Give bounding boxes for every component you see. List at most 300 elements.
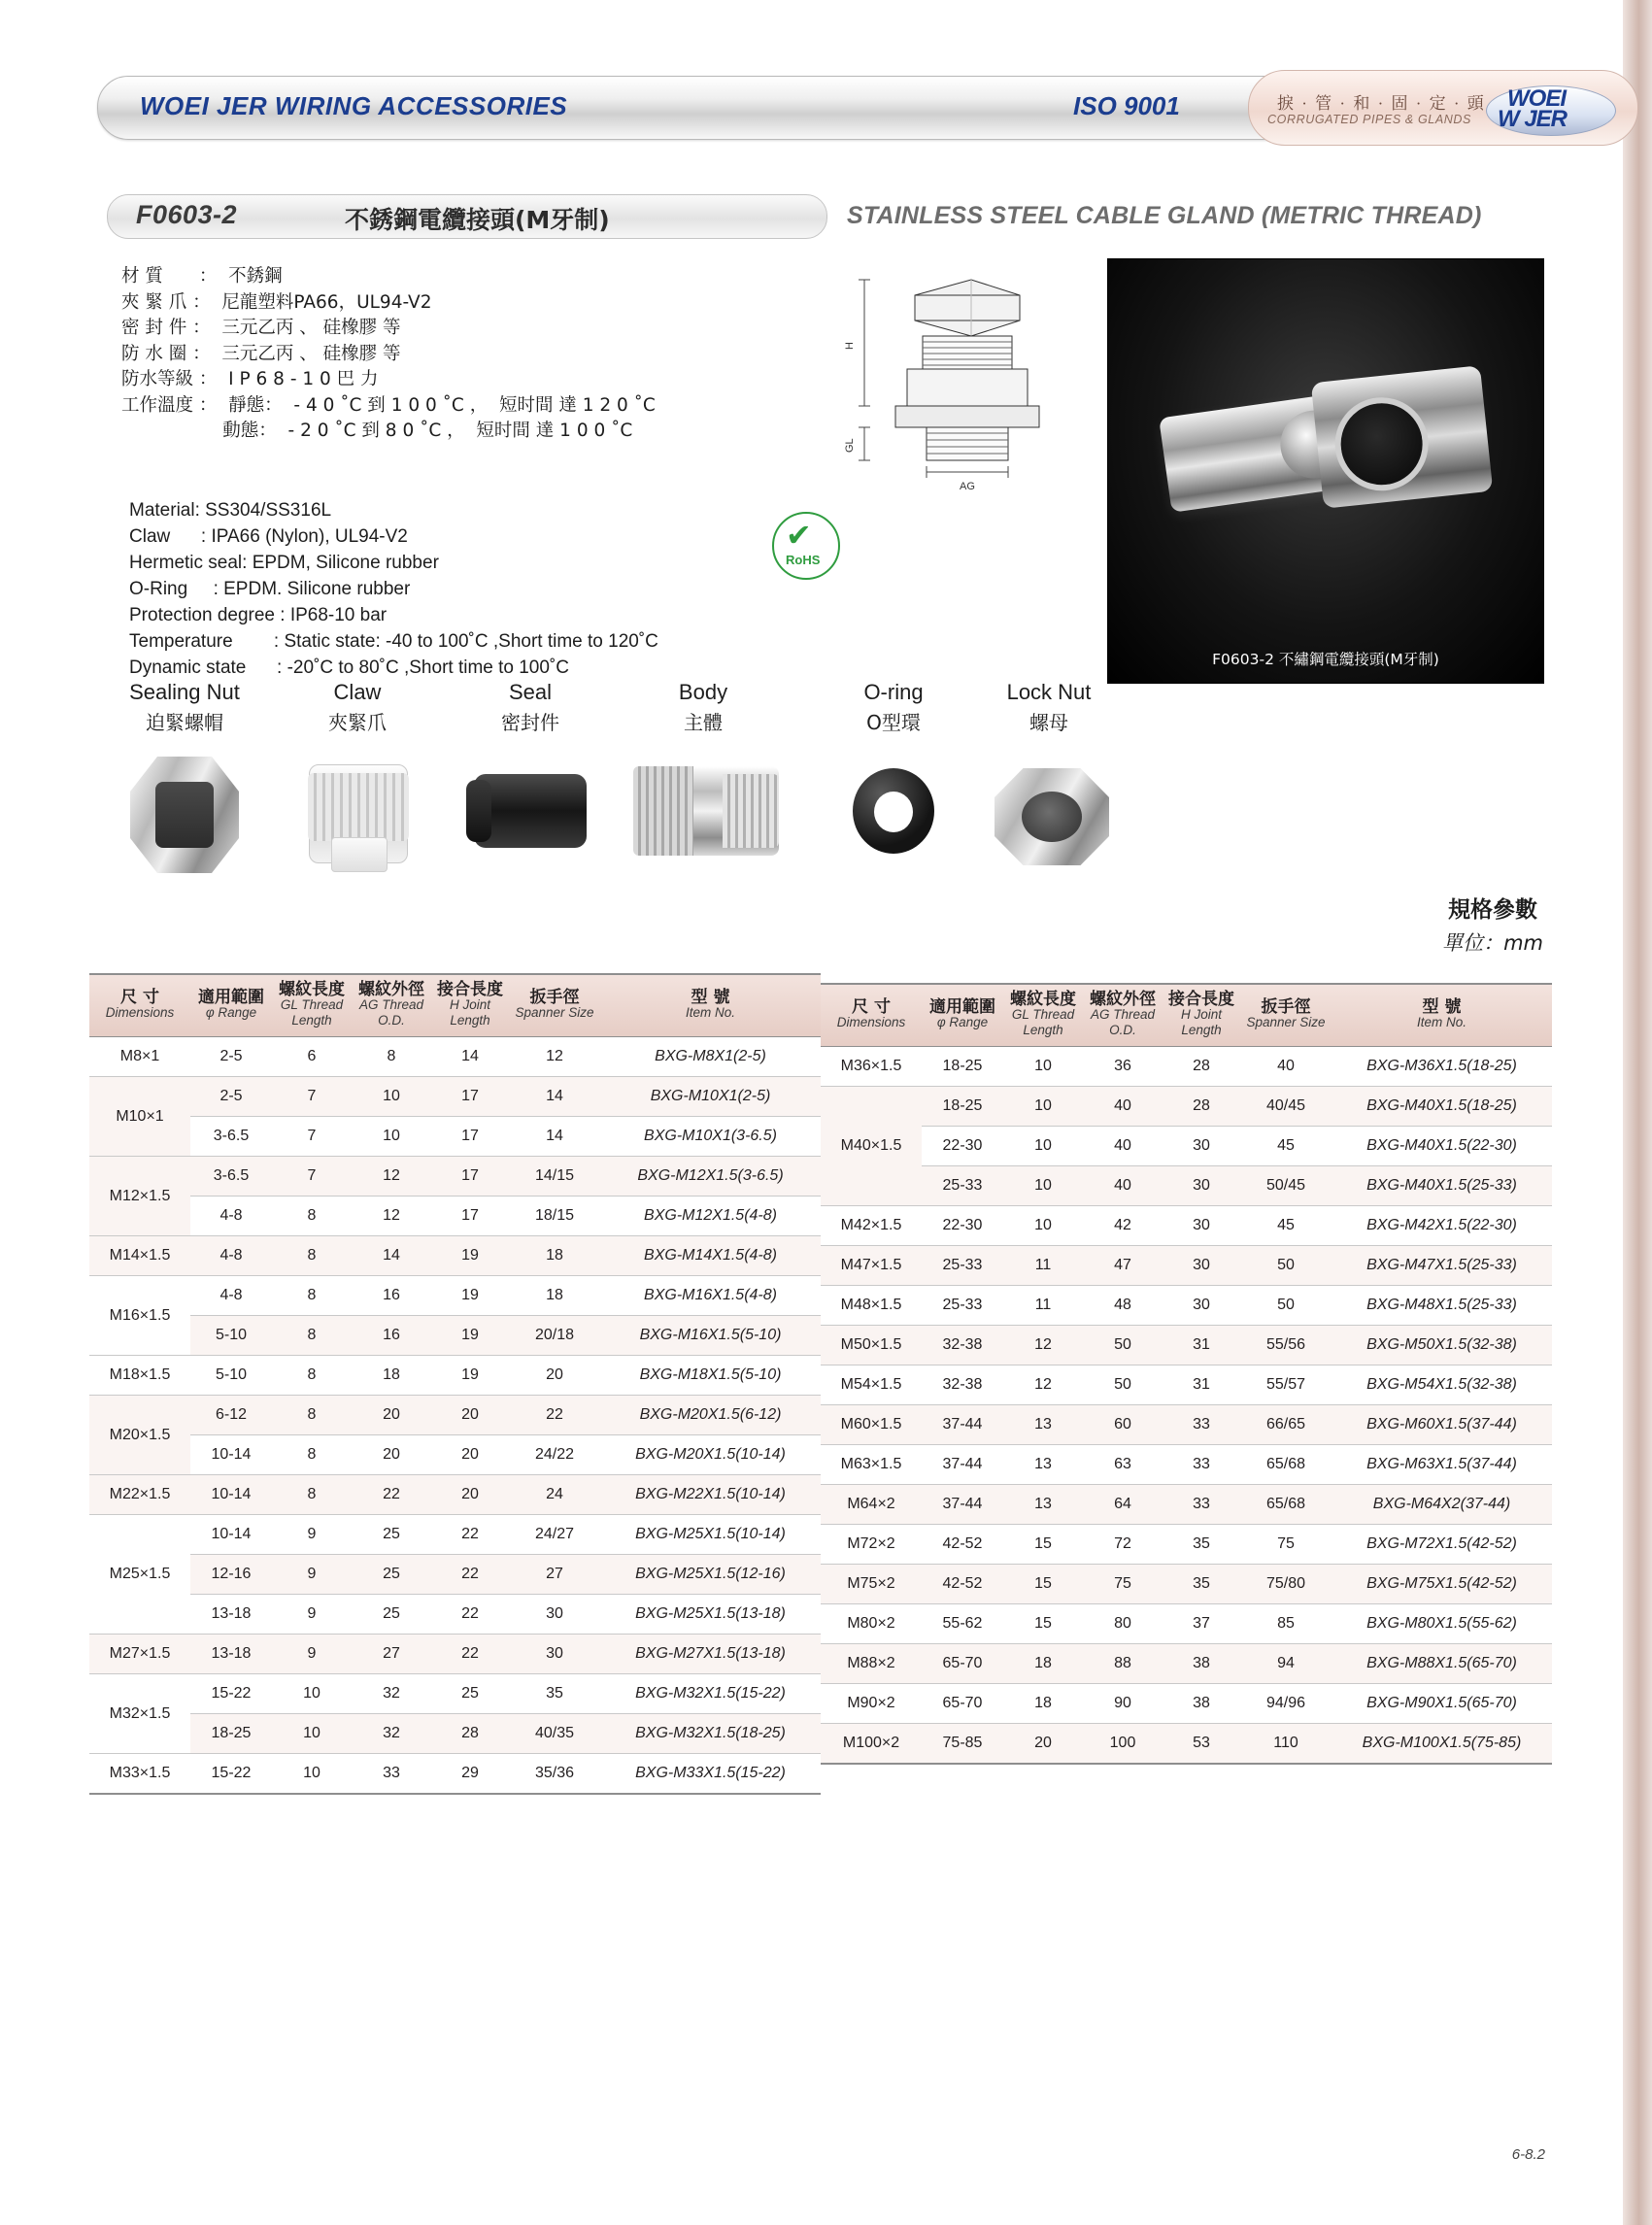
cell-ag: 40 [1083,1166,1163,1206]
drawing-label-gl: GL [844,438,856,453]
cell-item-no: BXG-M88X1.5(65-70) [1332,1644,1552,1684]
cell-ag: 25 [352,1595,431,1635]
drawing-label-h: H [844,342,856,350]
cell-h: 31 [1163,1365,1240,1405]
column-header-cn: 螺紋長度 [1010,990,1076,1009]
cell-gl: 8 [272,1475,352,1515]
cell-h: 17 [431,1117,509,1157]
cell-h: 30 [1163,1166,1240,1206]
table-row [821,1166,1552,1206]
technical-drawing [826,260,1107,552]
column-header-en: H Joint Length [449,997,491,1028]
cell-range: 13-18 [190,1595,272,1635]
drawing-svg [826,260,1107,552]
cell-dimension: M50×1.5 [821,1326,922,1365]
cell-gl: 9 [272,1515,352,1555]
cell-h: 30 [1163,1127,1240,1166]
cell-range: 25-33 [922,1166,1003,1206]
cell-item-no: BXG-M12X1.5(4-8) [600,1197,821,1236]
spec-cn-line: 防 水 圈 ： 三元乙丙 、 硅橡膠 等 [121,343,401,364]
cell-gl: 8 [272,1435,352,1475]
cell-spanner: 75/80 [1240,1565,1332,1604]
cell-ag: 12 [352,1197,431,1236]
table-row [89,1555,821,1595]
logo-chinese-tagline: 捩 · 管 · 和 · 固 · 定 · 頭 [1277,94,1486,113]
table-row [821,1525,1552,1565]
table-row [89,1197,821,1236]
spec-en-line: O-Ring : EPDM. Silicone rubber [129,579,411,599]
column-header-1 [922,984,1003,1047]
cell-gl: 18 [1003,1644,1083,1684]
cell-gl: 11 [1003,1286,1083,1326]
cell-ag: 60 [1083,1405,1163,1445]
cell-h: 53 [1163,1724,1240,1765]
cell-ag: 20 [352,1435,431,1475]
page-number: 6-8.2 [1511,2146,1545,2163]
cell-gl: 10 [272,1714,352,1754]
cell-item-no: BXG-M16X1.5(4-8) [600,1276,821,1316]
part-label-cn: 螺母 [1029,711,1068,734]
table-row [89,1714,821,1754]
cell-range: 5-10 [190,1316,272,1356]
cell-dimension: M33×1.5 [89,1754,190,1795]
cell-dimension: M63×1.5 [821,1445,922,1485]
part-label-en: Sealing Nut [129,680,240,704]
cell-gl: 8 [272,1396,352,1435]
cell-range: 18-25 [190,1714,272,1754]
cell-item-no: BXG-M32X1.5(15-22) [600,1674,821,1714]
column-header-en: GL Thread Length [280,997,344,1028]
cell-h: 28 [1163,1087,1240,1127]
cell-item-no: BXG-M42X1.5(22-30) [1332,1206,1552,1246]
cell-dimension: M16×1.5 [89,1276,190,1356]
spec-tables [89,973,1556,1795]
cell-ag: 18 [352,1356,431,1396]
cell-gl: 15 [1003,1525,1083,1565]
table-row [821,1724,1552,1765]
cell-range: 15-22 [190,1754,272,1795]
column-header-2 [272,974,352,1037]
cell-ag: 63 [1083,1445,1163,1485]
cell-gl: 6 [272,1037,352,1077]
cell-h: 33 [1163,1405,1240,1445]
product-title-row [107,194,1544,241]
cell-item-no: BXG-M10X1(3-6.5) [600,1117,821,1157]
table-row [89,1117,821,1157]
cell-spanner: 65/68 [1240,1445,1332,1485]
column-header-cn: 適用範圍 [929,997,995,1017]
cell-item-no: BXG-M25X1.5(13-18) [600,1595,821,1635]
cell-h: 38 [1163,1684,1240,1724]
cell-item-no: BXG-M25X1.5(10-14) [600,1515,821,1555]
column-header-cn: 型 號 [1422,997,1462,1017]
part-label-cn: 密封件 [501,711,559,734]
cell-spanner: 24/27 [509,1515,600,1555]
cell-item-no: BXG-M40X1.5(18-25) [1332,1087,1552,1127]
cell-h: 35 [1163,1565,1240,1604]
cell-ag: 47 [1083,1246,1163,1286]
cell-h: 22 [431,1635,509,1674]
part-label-cn: 迫緊螺帽 [146,711,223,734]
cell-item-no: BXG-M60X1.5(37-44) [1332,1405,1552,1445]
cell-h: 19 [431,1316,509,1356]
cell-spanner: 18 [509,1276,600,1316]
cell-dimension: M75×2 [821,1565,922,1604]
table-row [89,1595,821,1635]
column-header-cn: 螺紋外徑 [1090,990,1156,1009]
cell-range: 4-8 [190,1236,272,1276]
cell-ag: 100 [1083,1724,1163,1765]
table-row [89,1356,821,1396]
column-header-cn: 適用範圍 [198,988,264,1007]
cell-spanner: 40 [1240,1047,1332,1087]
cell-h: 20 [431,1475,509,1515]
part-label-en: O-ring [863,680,924,704]
check-icon: ✔ [786,518,812,553]
table-row [821,1365,1552,1405]
table-row [821,1246,1552,1286]
cell-spanner: 94/96 [1240,1684,1332,1724]
cell-spanner: 14 [509,1077,600,1117]
cell-ag: 90 [1083,1684,1163,1724]
column-header-en: H Joint Length [1180,1007,1223,1037]
cell-range: 18-25 [922,1047,1003,1087]
cell-h: 22 [431,1555,509,1595]
cell-spanner: 50/45 [1240,1166,1332,1206]
cell-spanner: 75 [1240,1525,1332,1565]
cell-spanner: 20 [509,1356,600,1396]
cell-h: 33 [1163,1485,1240,1525]
cell-range: 12-16 [190,1555,272,1595]
cell-h: 29 [431,1754,509,1795]
cell-spanner: 94 [1240,1644,1332,1684]
column-header-en: Dimensions [836,1015,906,1029]
cell-h: 30 [1163,1206,1240,1246]
table-row [89,1674,821,1714]
spec-cn-line: 夾 緊 爪 ： 尼龍塑料PA66，UL94-V2 [121,291,432,313]
column-header-4 [1163,984,1240,1047]
cell-dimension: M64×2 [821,1485,922,1525]
cell-h: 28 [1163,1047,1240,1087]
part-label-en: Seal [508,680,553,704]
cell-dimension: M90×2 [821,1684,922,1724]
photo-caption: F0603-2 不繡鋼電纜接頭(M牙制) [1212,651,1439,668]
part-label-en: Claw [333,680,382,704]
cell-h: 37 [1163,1604,1240,1644]
spec-cn-line: 材 質 ： 不銹鋼 [121,266,283,287]
spec-en-line: Protection degree : IP68-10 bar [129,605,388,625]
part-body [625,680,781,893]
product-photo [1107,258,1544,684]
cell-dimension: M25×1.5 [89,1515,190,1635]
cell-item-no: BXG-M27X1.5(13-18) [600,1635,821,1674]
table-row [89,1037,821,1077]
spec-cn-line: 防水等級 ： I P 6 8 - 1 0 巴 力 [121,369,379,389]
cell-ag: 22 [352,1475,431,1515]
cell-item-no: BXG-M14X1.5(4-8) [600,1236,821,1276]
cell-range: 55-62 [922,1604,1003,1644]
cell-ag: 32 [352,1674,431,1714]
cell-dimension: M36×1.5 [821,1047,922,1087]
cell-range: 25-33 [922,1286,1003,1326]
cell-dimension: M8×1 [89,1037,190,1077]
cell-gl: 18 [1003,1684,1083,1724]
cell-gl: 9 [272,1555,352,1595]
cell-gl: 12 [1003,1326,1083,1365]
cell-gl: 11 [1003,1246,1083,1286]
cell-dimension: M80×2 [821,1604,922,1644]
cell-spanner: 40/35 [509,1714,600,1754]
cell-gl: 13 [1003,1405,1083,1445]
cell-gl: 7 [272,1077,352,1117]
cell-dimension: M100×2 [821,1724,922,1765]
column-header-en: AG Thread O.D. [358,997,424,1028]
cell-spanner: 110 [1240,1724,1332,1765]
column-header-3 [1083,984,1163,1047]
column-header-2 [1003,984,1083,1047]
cell-dimension: M47×1.5 [821,1246,922,1286]
part-label-en: Lock Nut [1006,680,1092,704]
cell-dimension: M42×1.5 [821,1206,922,1246]
cell-range: 65-70 [922,1684,1003,1724]
claw-icon [280,747,435,893]
cell-spanner: 27 [509,1555,600,1595]
cell-ag: 12 [352,1157,431,1197]
cell-ag: 40 [1083,1087,1163,1127]
cell-ag: 10 [352,1077,431,1117]
column-header-en: AG Thread O.D. [1090,1007,1156,1037]
rohs-label: RoHS [786,553,821,567]
spec-cn-line: 密 封 件 ： 三元乙丙 、 硅橡膠 等 [121,318,401,338]
cell-spanner: 18 [509,1236,600,1276]
part-claw [280,680,435,893]
cell-range: 2-5 [190,1037,272,1077]
cell-h: 22 [431,1515,509,1555]
cell-ag: 16 [352,1276,431,1316]
cell-range: 18-25 [922,1087,1003,1127]
company-name: WOEI JER WIRING ACCESSORIES [140,91,568,120]
table-row [89,1316,821,1356]
cell-item-no: BXG-M72X1.5(42-52) [1332,1525,1552,1565]
cell-dimension: M18×1.5 [89,1356,190,1396]
cell-h: 22 [431,1595,509,1635]
parts-breakdown [107,680,1127,923]
column-header-5 [509,974,600,1037]
cell-spanner: 14 [509,1117,600,1157]
cell-range: 3-6.5 [190,1117,272,1157]
cell-item-no: BXG-M100X1.5(75-85) [1332,1724,1552,1765]
cell-item-no: BXG-M54X1.5(32-38) [1332,1365,1552,1405]
cell-spanner: 65/68 [1240,1485,1332,1525]
spec-en-line: Claw : IPA66 (Nylon), UL94-V2 [129,526,408,547]
cell-range: 13-18 [190,1635,272,1674]
column-header-cn: 螺紋外徑 [358,980,424,999]
cell-range: 2-5 [190,1077,272,1117]
column-header-0 [821,984,922,1047]
table-row [821,1326,1552,1365]
cell-spanner: 14/15 [509,1157,600,1197]
cell-item-no: BXG-M25X1.5(12-16) [600,1555,821,1595]
cell-dimension: M22×1.5 [89,1475,190,1515]
table-row [821,1485,1552,1525]
cell-spanner: 45 [1240,1127,1332,1166]
cell-spanner: 45 [1240,1206,1332,1246]
cell-h: 19 [431,1236,509,1276]
part-oring [816,680,971,893]
units-title: 規格參數 [1448,897,1538,923]
table-row [89,1635,821,1674]
table-row [89,1515,821,1555]
cell-ag: 42 [1083,1206,1163,1246]
column-header-cn: 螺紋長度 [279,980,345,999]
column-header-en: Dimensions [105,1005,175,1020]
cell-gl: 10 [272,1674,352,1714]
cell-ag: 75 [1083,1565,1163,1604]
cell-ag: 64 [1083,1485,1163,1525]
page-edge-decoration [1623,0,1652,2225]
cell-spanner: 40/45 [1240,1087,1332,1127]
table-header-row [89,974,821,1037]
cell-gl: 15 [1003,1604,1083,1644]
cell-spanner: 50 [1240,1286,1332,1326]
cell-spanner: 22 [509,1396,600,1435]
cell-dimension: M88×2 [821,1644,922,1684]
cell-dimension: M48×1.5 [821,1286,922,1326]
cell-gl: 9 [272,1595,352,1635]
column-header-3 [352,974,431,1037]
cell-h: 19 [431,1356,509,1396]
column-header-4 [431,974,509,1037]
cell-range: 3-6.5 [190,1157,272,1197]
cell-range: 6-12 [190,1396,272,1435]
cell-h: 38 [1163,1644,1240,1684]
table-row [821,1127,1552,1166]
cell-spanner: 50 [1240,1246,1332,1286]
cell-h: 30 [1163,1246,1240,1286]
cell-gl: 8 [272,1276,352,1316]
logo-word-bottom: W JER [1498,106,1568,132]
cell-item-no: BXG-M80X1.5(55-62) [1332,1604,1552,1644]
part-seal [453,680,608,893]
column-header-6 [1332,984,1552,1047]
photo-gland-right [1311,365,1494,509]
cell-item-no: BXG-M64X2(37-44) [1332,1485,1552,1525]
cell-gl: 10 [272,1754,352,1795]
cell-spanner: 24 [509,1475,600,1515]
cell-gl: 7 [272,1117,352,1157]
table-row [821,1565,1552,1604]
cell-ag: 27 [352,1635,431,1674]
cell-h: 17 [431,1197,509,1236]
page-header [97,76,1568,142]
cell-gl: 12 [1003,1365,1083,1405]
cell-gl: 10 [1003,1206,1083,1246]
cell-item-no: BXG-M48X1.5(25-33) [1332,1286,1552,1326]
table-row [89,1077,821,1117]
cell-gl: 7 [272,1157,352,1197]
cell-item-no: BXG-M50X1.5(32-38) [1332,1326,1552,1365]
part-label-cn: 夾緊爪 [328,711,387,734]
cell-h: 33 [1163,1445,1240,1485]
units-note [1442,892,1543,957]
column-header-cn: 尺 寸 [120,988,159,1007]
column-header-cn: 扳手徑 [529,988,580,1007]
column-header-en: GL Thread Length [1011,1007,1075,1037]
product-title-chinese: 不銹鋼電纜接頭(M牙制) [345,206,610,234]
product-title-english: STAINLESS STEEL CABLE GLAND (METRIC THREAD) [847,202,1482,229]
company-logo [1476,80,1622,140]
spec-en-line: Hermetic seal: EPDM, Silicone rubber [129,553,439,573]
oring-icon [816,747,971,893]
column-header-1 [190,974,272,1037]
cell-ag: 20 [352,1396,431,1435]
cell-h: 20 [431,1396,509,1435]
cell-range: 22-30 [922,1206,1003,1246]
cell-gl: 10 [1003,1127,1083,1166]
product-code: F0603-2 [136,200,238,229]
cell-item-no: BXG-M22X1.5(10-14) [600,1475,821,1515]
table-row [89,1396,821,1435]
table-row [821,1047,1552,1087]
table-row [821,1644,1552,1684]
table-row [821,1445,1552,1485]
column-header-cn: 接合長度 [1168,990,1234,1009]
cell-h: 30 [1163,1286,1240,1326]
spec-list-chinese [121,264,801,445]
cell-gl: 15 [1003,1565,1083,1604]
cell-item-no: BXG-M16X1.5(5-10) [600,1316,821,1356]
cell-ag: 80 [1083,1604,1163,1644]
table-row [821,1087,1552,1127]
cell-gl: 9 [272,1635,352,1674]
body-icon [625,747,781,893]
cell-spanner: 66/65 [1240,1405,1332,1445]
cell-spanner: 20/18 [509,1316,600,1356]
cell-gl: 10 [1003,1087,1083,1127]
cell-spanner: 12 [509,1037,600,1077]
spec-en-line: Temperature : Static state: -40 to 100˚C ,Short time to 120˚C [129,631,658,652]
cell-range: 37-44 [922,1405,1003,1445]
cell-h: 20 [431,1435,509,1475]
table-row [89,1236,821,1276]
column-header-en: φ Range [936,1015,989,1029]
cell-dimension: M40×1.5 [821,1087,922,1206]
table-row [89,1435,821,1475]
table-row [89,1754,821,1795]
cell-ag: 72 [1083,1525,1163,1565]
logo-english-tagline: CORRUGATED PIPES & GLANDS [1267,113,1471,126]
cell-item-no: BXG-M90X1.5(65-70) [1332,1684,1552,1724]
cell-h: 17 [431,1077,509,1117]
part-label-en: Body [678,680,728,704]
cell-dimension: M10×1 [89,1077,190,1157]
column-header-cn: 型 號 [691,988,730,1007]
cell-range: 15-22 [190,1674,272,1714]
cell-item-no: BXG-M33X1.5(15-22) [600,1754,821,1795]
cell-spanner: 30 [509,1595,600,1635]
cell-ag: 14 [352,1236,431,1276]
cell-range: 42-52 [922,1565,1003,1604]
cell-spanner: 85 [1240,1604,1332,1644]
cell-item-no: BXG-M12X1.5(3-6.5) [600,1157,821,1197]
table-row [89,1276,821,1316]
column-header-en: Item No. [685,1005,735,1020]
table-row [89,1475,821,1515]
cell-gl: 10 [1003,1166,1083,1206]
iso-certification: ISO 9001 [1073,91,1180,120]
part-lock-nut [971,680,1127,893]
cell-item-no: BXG-M75X1.5(42-52) [1332,1565,1552,1604]
